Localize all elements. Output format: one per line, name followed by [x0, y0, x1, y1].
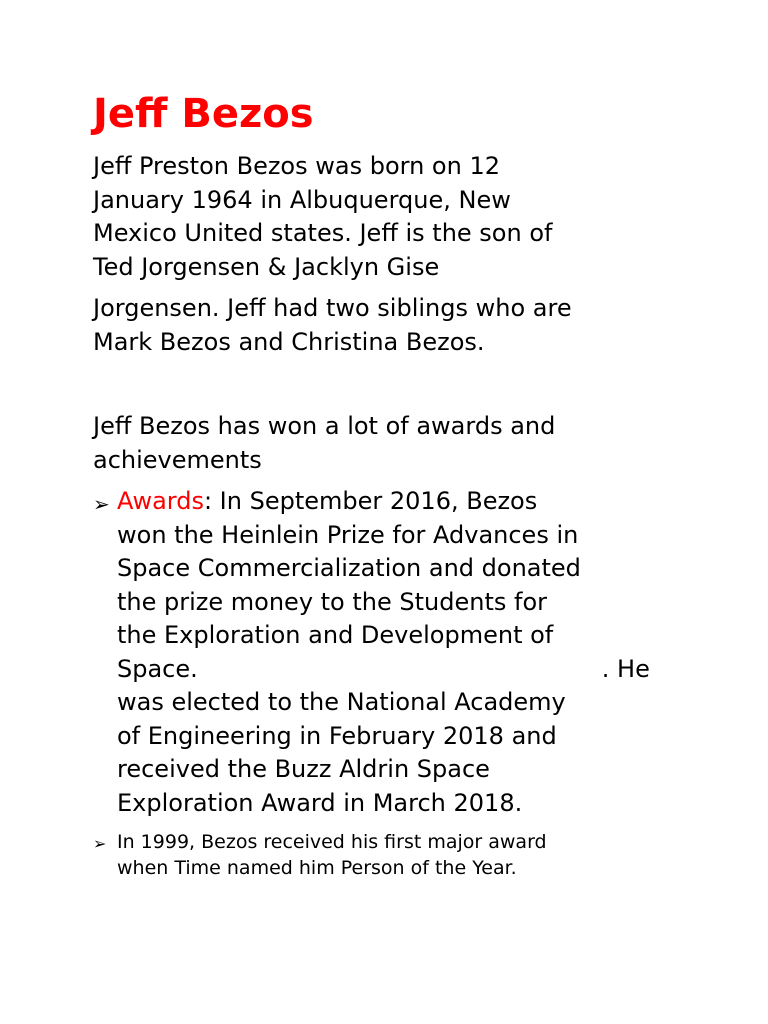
- text-line: [117, 653, 693, 687]
- arrow-bullet-icon: ➢: [93, 834, 107, 853]
- text-line: Exploration Award in March 2018.: [117, 788, 523, 817]
- paragraph-birth: [93, 150, 693, 284]
- text-line: Mark Bezos and Christina Bezos.: [93, 327, 485, 356]
- awards-label: Awards: [117, 487, 204, 515]
- text-fragment: Space.: [117, 654, 198, 683]
- text-line: won the Heinlein Prize for Advances in: [117, 520, 579, 549]
- text-line: [117, 485, 693, 519]
- text-line: achievements: [93, 445, 262, 474]
- text-line: Space Commercialization and donated: [117, 554, 581, 582]
- text-fragment: : In September 2016, Bezos: [203, 487, 538, 515]
- text-line: Jeff Preston Bezos was born on 12: [93, 152, 500, 180]
- text-line: was elected to the National Academy: [117, 688, 566, 716]
- text-line: when Time named him Person of the Year.: [117, 857, 517, 879]
- text-line: In 1999, Bezos received his first major award: [117, 831, 547, 853]
- text-line: the Exploration and Development of: [117, 621, 554, 649]
- text-line: Mexico United states. Jeff is the son of: [93, 219, 553, 247]
- document-page: [93, 88, 693, 881]
- paragraph-awards-intro: [93, 410, 693, 477]
- text-line: Jorgensen. Jeff had two siblings who are: [93, 294, 572, 322]
- bullet-item-person-of-year: [93, 829, 693, 881]
- bullet-item-awards: [93, 485, 693, 820]
- text-line: of Engineering in February 2018 and: [117, 721, 557, 750]
- text-line: received the Buzz Aldrin Space: [117, 755, 490, 783]
- text-line: the prize money to the Students for: [117, 587, 547, 616]
- page-title: Jeff Bezos: [93, 91, 314, 137]
- paragraph-siblings: [93, 292, 693, 359]
- arrow-bullet-icon: ➢: [93, 492, 110, 516]
- text-line: January 1964 in Albuquerque, New: [93, 185, 511, 214]
- text-line: Ted Jorgensen & Jacklyn Gise: [93, 252, 440, 281]
- text-line: Jeff Bezos has won a lot of awards and: [93, 412, 556, 440]
- text-fragment: . He: [601, 654, 650, 683]
